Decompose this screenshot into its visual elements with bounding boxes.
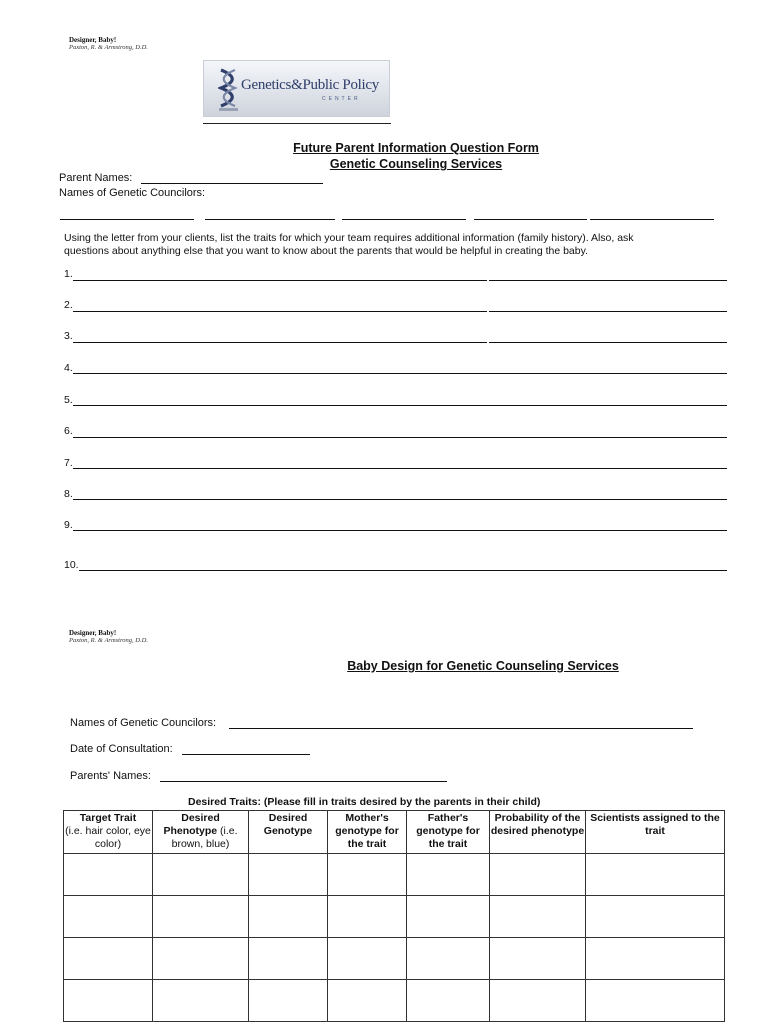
item-number: 2. — [64, 299, 73, 311]
table-cell[interactable] — [64, 938, 153, 980]
table-cell[interactable] — [328, 980, 407, 1022]
date-consultation-label: Date of Consultation: — [70, 743, 173, 755]
table-caption: Desired Traits: (Please fill in traits desired by the parents in their child) — [188, 796, 541, 808]
item-line[interactable] — [73, 311, 487, 312]
councilor-field-2[interactable] — [205, 219, 335, 220]
parent-names-label: Parent Names: — [59, 172, 133, 184]
item-number: 6. — [64, 425, 73, 437]
item-line-extra[interactable] — [489, 280, 727, 281]
parents-names-label: Parents' Names: — [70, 770, 151, 782]
table-cell[interactable] — [490, 896, 586, 938]
item-number: 3. — [64, 330, 73, 342]
table-cell[interactable] — [249, 896, 328, 938]
logo-underline — [203, 123, 391, 124]
column-header: Father's genotype for the trait — [407, 811, 490, 854]
parent-names-field[interactable] — [141, 183, 323, 184]
column-header: Desired Phenotype (i.e. brown, blue) — [153, 811, 249, 854]
item-number: 10. — [64, 559, 79, 571]
designer-name: Designer, Baby! — [69, 629, 117, 637]
logo-text: Genetics&Public Policy — [241, 77, 379, 93]
table-cell[interactable] — [407, 854, 490, 896]
table-cell[interactable] — [490, 854, 586, 896]
table-cell[interactable] — [249, 938, 328, 980]
form-subtitle: Genetic Counseling Services — [329, 157, 503, 171]
item-line[interactable] — [79, 570, 727, 571]
table-cell[interactable] — [586, 854, 725, 896]
table-cell[interactable] — [586, 896, 725, 938]
column-header: Mother's genotype for the trait — [328, 811, 407, 854]
date-consultation-field[interactable] — [182, 754, 310, 755]
genetic-councilors-label-2: Names of Genetic Councilors: — [70, 717, 217, 729]
item-line[interactable] — [73, 405, 727, 406]
author-names: Paxton, R. & Armstrong, D.D. — [69, 44, 148, 51]
item-line[interactable] — [73, 468, 727, 469]
item-line[interactable] — [73, 342, 487, 343]
item-line[interactable] — [73, 280, 487, 281]
table-cell[interactable] — [153, 854, 249, 896]
desired-traits-table — [63, 810, 725, 1022]
item-line[interactable] — [73, 499, 727, 500]
table-cell[interactable] — [586, 938, 725, 980]
councilor-field-5[interactable] — [590, 219, 714, 220]
item-number: 7. — [64, 457, 73, 469]
genetic-councilors-field[interactable] — [229, 728, 693, 729]
item-number: 1. — [64, 268, 73, 280]
table-cell[interactable] — [407, 896, 490, 938]
councilor-field-4[interactable] — [474, 219, 587, 220]
table-cell[interactable] — [64, 854, 153, 896]
table-cell[interactable] — [407, 938, 490, 980]
instructions-line-1: Using the letter from your clients, list the traits for which your team requires additional information (family history). Also, ask — [64, 232, 634, 244]
table-cell[interactable] — [153, 938, 249, 980]
genetic-councilors-label: Names of Genetic Councilors: — [59, 187, 206, 199]
table-cell[interactable] — [407, 980, 490, 1022]
table-cell[interactable] — [586, 980, 725, 1022]
table-cell[interactable] — [490, 980, 586, 1022]
table-cell[interactable] — [490, 938, 586, 980]
item-number: 4. — [64, 362, 73, 374]
item-line[interactable] — [73, 437, 727, 438]
councilor-field-3[interactable] — [342, 219, 466, 220]
form-title: Future Parent Information Question Form — [293, 141, 539, 155]
table-cell[interactable] — [328, 896, 407, 938]
column-header: Desired Genotype — [249, 811, 328, 854]
table-cell[interactable] — [64, 980, 153, 1022]
parents-names-field[interactable] — [160, 781, 447, 782]
column-header: Target Trait (i.e. hair color, eye color) — [64, 811, 153, 854]
table-cell[interactable] — [328, 938, 407, 980]
instructions-line-2: questions about anything else that you want to know about the parents that would be helpful in creating the baby. — [64, 245, 588, 257]
baby-design-title: Baby Design for Genetic Counseling Services — [347, 659, 619, 673]
column-header: Scientists assigned to the trait — [586, 811, 725, 854]
item-line[interactable] — [73, 530, 727, 531]
table-row — [64, 854, 725, 896]
table-row — [64, 938, 725, 980]
table-row — [64, 980, 725, 1022]
item-number: 5. — [64, 394, 73, 406]
column-header: Probability of the desired phenotype — [490, 811, 586, 854]
genetics-public-policy-logo — [203, 60, 390, 117]
item-line[interactable] — [73, 373, 727, 374]
table-cell[interactable] — [328, 854, 407, 896]
dna-helix-icon — [218, 67, 240, 113]
table-cell[interactable] — [64, 896, 153, 938]
councilor-field-1[interactable] — [60, 219, 194, 220]
item-line-extra[interactable] — [489, 311, 727, 312]
item-number: 8. — [64, 488, 73, 500]
table-cell[interactable] — [249, 980, 328, 1022]
item-number: 9. — [64, 519, 73, 531]
item-line-extra[interactable] — [489, 342, 727, 343]
table-cell[interactable] — [153, 980, 249, 1022]
logo-subtext: CENTER — [322, 96, 361, 102]
table-cell[interactable] — [153, 896, 249, 938]
table-row — [64, 896, 725, 938]
author-names: Paxton, R. & Armstrong, D.D. — [69, 637, 148, 644]
designer-name: Designer, Baby! — [69, 36, 117, 44]
table-cell[interactable] — [249, 854, 328, 896]
